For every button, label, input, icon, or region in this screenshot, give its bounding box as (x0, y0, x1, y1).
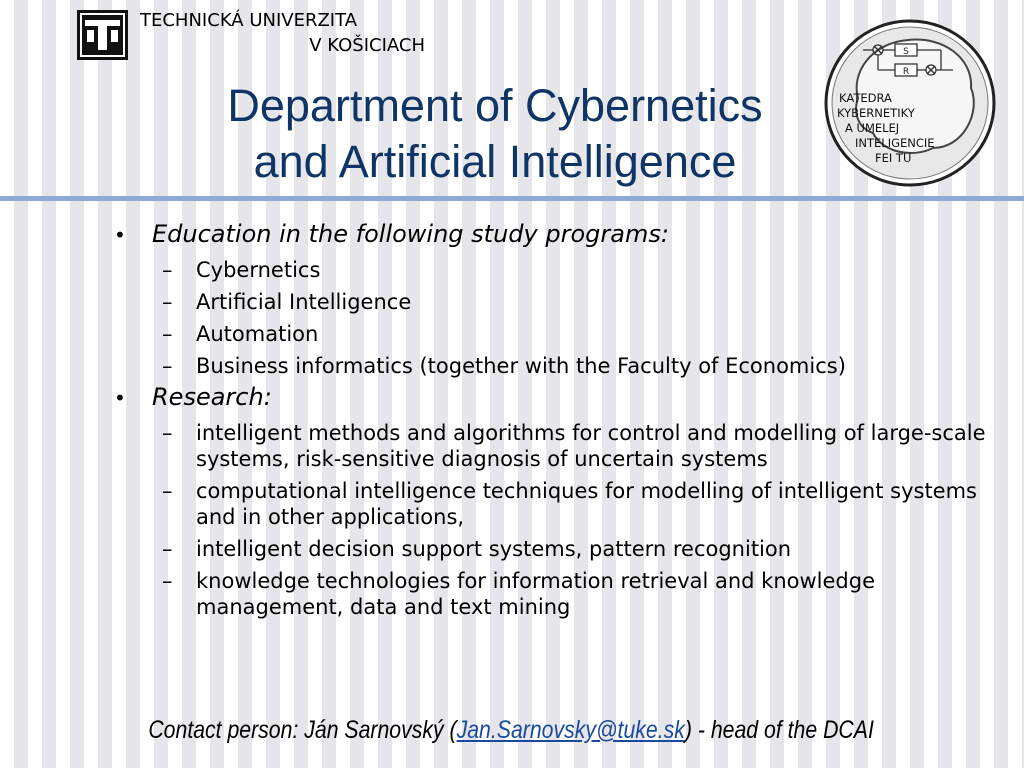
dash: – (162, 290, 173, 314)
dash: – (162, 569, 173, 593)
dept-logo-line5: FEI TU (875, 151, 912, 165)
sub-item (162, 321, 1002, 347)
sub-item-text: knowledge technologies for information retrieval and knowledge management, data and text mining (196, 569, 876, 619)
dash: – (162, 421, 173, 445)
bullet-dot: • (114, 386, 126, 410)
dept-logo-line1: KATEDRA (839, 91, 892, 105)
sub-item (162, 420, 1002, 472)
dept-logo-box-r: R (902, 67, 910, 77)
sub-item (162, 536, 1002, 562)
page-title (150, 78, 840, 190)
dash: – (162, 537, 173, 561)
dept-logo-line2: KYBERNETIKY (837, 106, 915, 120)
sub-item-text: Artificial Intelligence (196, 290, 412, 314)
university-name-line2: V KOŠICIACH (309, 35, 425, 56)
sub-item-text: Business informatics (together with the Faculty of Economics) (196, 354, 846, 378)
sub-item-text: Automation (196, 322, 319, 346)
title-line2: and Artificial Intelligence (253, 136, 737, 187)
sub-item (162, 478, 1002, 530)
sub-item-text: intelligent decision support systems, pattern recognition (196, 537, 792, 561)
sub-item-text: Cybernetics (196, 258, 321, 282)
sub-item-text: intelligent methods and algorithms for control and modelling of large-scale systems, risk-sensitive diagnosis of uncertain systems (196, 421, 986, 471)
contact-suffix: ) - head of the DCAI (684, 716, 874, 744)
content-area (112, 216, 1012, 620)
university-logo (77, 10, 128, 60)
sub-item (162, 257, 1002, 283)
bullet-heading: Research: (152, 383, 272, 411)
sub-item (162, 353, 1002, 379)
bullet-heading: Education in the following study programs: (152, 220, 669, 248)
dept-logo-box-s: S (903, 47, 909, 57)
sub-item (162, 568, 1002, 620)
bullet-research (112, 381, 1012, 414)
bullet-education (112, 218, 1012, 251)
department-logo (823, 18, 998, 188)
dash: – (162, 258, 173, 282)
sub-item-text: computational intelligence techniques for modelling of intelligent systems and in other applications, (196, 479, 977, 529)
sub-item (162, 289, 1002, 315)
title-divider (0, 196, 1024, 201)
university-name-line1: TECHNICKÁ UNIVERZITA (140, 10, 358, 31)
title-line1: Department of Cybernetics (227, 80, 763, 131)
dept-logo-line3: A UMELEJ (845, 121, 900, 135)
dash: – (162, 354, 173, 378)
university-name (140, 8, 425, 58)
dash: – (162, 479, 173, 503)
dept-logo-line4: INTELIGENCIE (855, 136, 935, 150)
contact-email-link[interactable]: Jan.Sarnovsky@tuke.sk (456, 716, 685, 744)
contact-prefix: Contact person: Ján Sarnovský ( (148, 716, 457, 744)
contact-line (76, 716, 946, 745)
dash: – (162, 322, 173, 346)
bullet-dot: • (114, 223, 126, 247)
